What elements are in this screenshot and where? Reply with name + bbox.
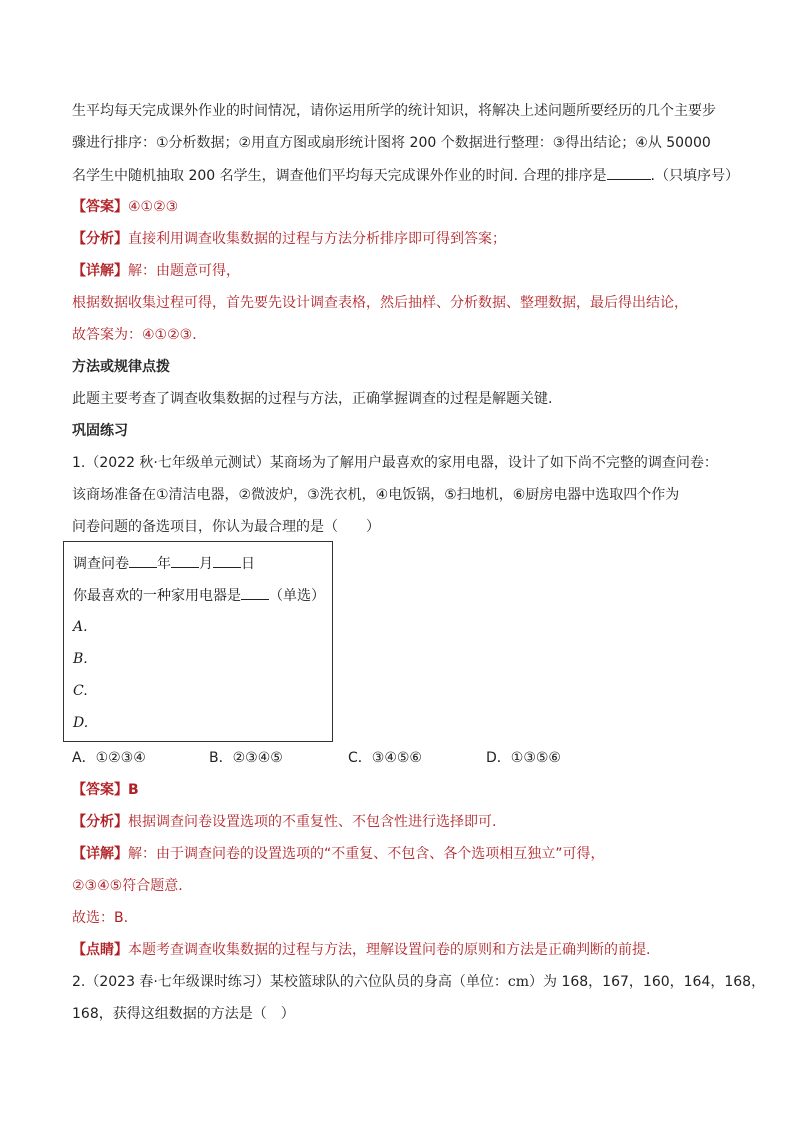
survey-option-d: D. xyxy=(73,715,89,731)
survey-question-text: 你最喜欢的一种家用电器是 xyxy=(73,588,241,604)
day-label: 日 xyxy=(241,556,255,572)
q0-answer xyxy=(72,197,178,217)
survey-option-b: B. xyxy=(73,651,88,667)
q0-detail xyxy=(72,261,240,281)
q1-detail-3: 故选：B. xyxy=(72,910,129,926)
survey-box xyxy=(63,541,333,742)
q1-stem-1: 1.（2022 秋·七年级单元测试）某商场为了解用户最喜欢的家用电器，设计了如下尚不完整的调查问卷： xyxy=(72,455,718,471)
intro-line-3 xyxy=(72,165,739,186)
q1-detail xyxy=(72,844,605,864)
q1-comment xyxy=(72,940,650,960)
q0-detail-2: 根据数据收集过程可得，首先要先设计调查表格，然后抽样、分析数据、整理数据，最后得出结论， xyxy=(72,295,688,311)
comment-label: 【点睛】 xyxy=(72,942,128,958)
intro-line-3-suffix: .（只填序号） xyxy=(650,168,739,184)
survey-title-text: 调查问卷 xyxy=(73,556,129,572)
analysis-text: 根据调查问卷设置选项的不重复性、不包含性进行选择即可. xyxy=(128,814,497,830)
survey-option-c: C. xyxy=(73,683,88,699)
q1-stem-2: 该商场准备在①清洁电器，②微波炉，③洗衣机，④电饭锅，⑤扫地机，⑥厨房电器中选取四个作为 xyxy=(72,487,680,503)
q2-stem-1 xyxy=(72,972,765,992)
q2-stem-text: 2.（2023 春·七年级课时练习）某校篮球队的六位队员的身高（单位： xyxy=(72,974,508,990)
choice-d: D．①③⑤⑥ xyxy=(486,750,561,766)
q2-stem-values: ）为 168，167，160，164，168， xyxy=(529,974,766,990)
detail-label: 【详解】 xyxy=(72,263,128,279)
month-label: 月 xyxy=(199,556,213,572)
survey-option-a: A. xyxy=(73,619,88,635)
answer-value: B xyxy=(128,782,139,798)
q1-detail-2: ②③④⑤符合题意. xyxy=(72,878,183,894)
comment-text: 本题考查调查收集数据的过程与方法，理解设置问卷的原则和方法是正确判断的前提. xyxy=(128,942,651,958)
q1-stem-3: 问卷问题的备选项目，你认为最合理的是（ ） xyxy=(72,519,380,535)
method-heading: 方法或规律点拨 xyxy=(72,359,170,375)
answer-label: 【答案】 xyxy=(72,199,128,215)
answer-blank xyxy=(607,165,651,180)
detail-text: 解：由于调查问卷的设置选项的“不重复、不包含、各个选项相互独立”可得， xyxy=(128,846,605,862)
question-blank xyxy=(241,585,269,600)
intro-line-3-text: 名学生中随机抽取 200 名学生，调查他们平均每天完成课外作业的时间. 合理的排序是 xyxy=(72,168,607,184)
intro-line-2: 骤进行排序：①分析数据；②用直方图或扇形统计图将 200 个数据进行整理：③得出结论；④从 50000 xyxy=(72,135,711,151)
practice-heading: 巩固练习 xyxy=(72,423,128,439)
survey-question xyxy=(73,585,325,606)
month-blank xyxy=(171,553,199,568)
choice-c: C．③④⑤⑥ xyxy=(348,750,422,766)
survey-question-suffix: （单选） xyxy=(269,588,325,604)
survey-title xyxy=(73,553,255,574)
intro-line-1: 生平均每天完成课外作业的时间情况，请你运用所学的统计知识，将解决上述问题所要经历的几个主要步 xyxy=(72,103,716,119)
year-blank xyxy=(129,553,157,568)
analysis-text: 直接利用调查收集数据的过程与方法分析排序即可得到答案； xyxy=(128,231,506,247)
answer-value: ④①②③ xyxy=(128,199,179,215)
q1-answer xyxy=(72,780,139,800)
q0-analysis xyxy=(72,229,506,249)
q0-detail-3: 故答案为：④①②③. xyxy=(72,327,197,343)
analysis-label: 【分析】 xyxy=(72,231,128,247)
day-blank xyxy=(213,553,241,568)
q2-stem-2: 168，获得这组数据的方法是（ ） xyxy=(72,1006,295,1022)
answer-label: 【答案】 xyxy=(72,782,128,798)
q1-analysis xyxy=(72,812,496,832)
method-text: 此题主要考查了调查收集数据的过程与方法，正确掌握调查的过程是解题关键. xyxy=(72,391,553,407)
detail-label: 【详解】 xyxy=(72,846,128,862)
year-label: 年 xyxy=(157,556,171,572)
unit-cm: cm xyxy=(507,974,530,990)
analysis-label: 【分析】 xyxy=(72,814,128,830)
choice-a: A．①②③④ xyxy=(72,750,146,766)
detail-text: 解：由题意可得， xyxy=(128,263,240,279)
choice-b: B．②③④⑤ xyxy=(209,750,283,766)
